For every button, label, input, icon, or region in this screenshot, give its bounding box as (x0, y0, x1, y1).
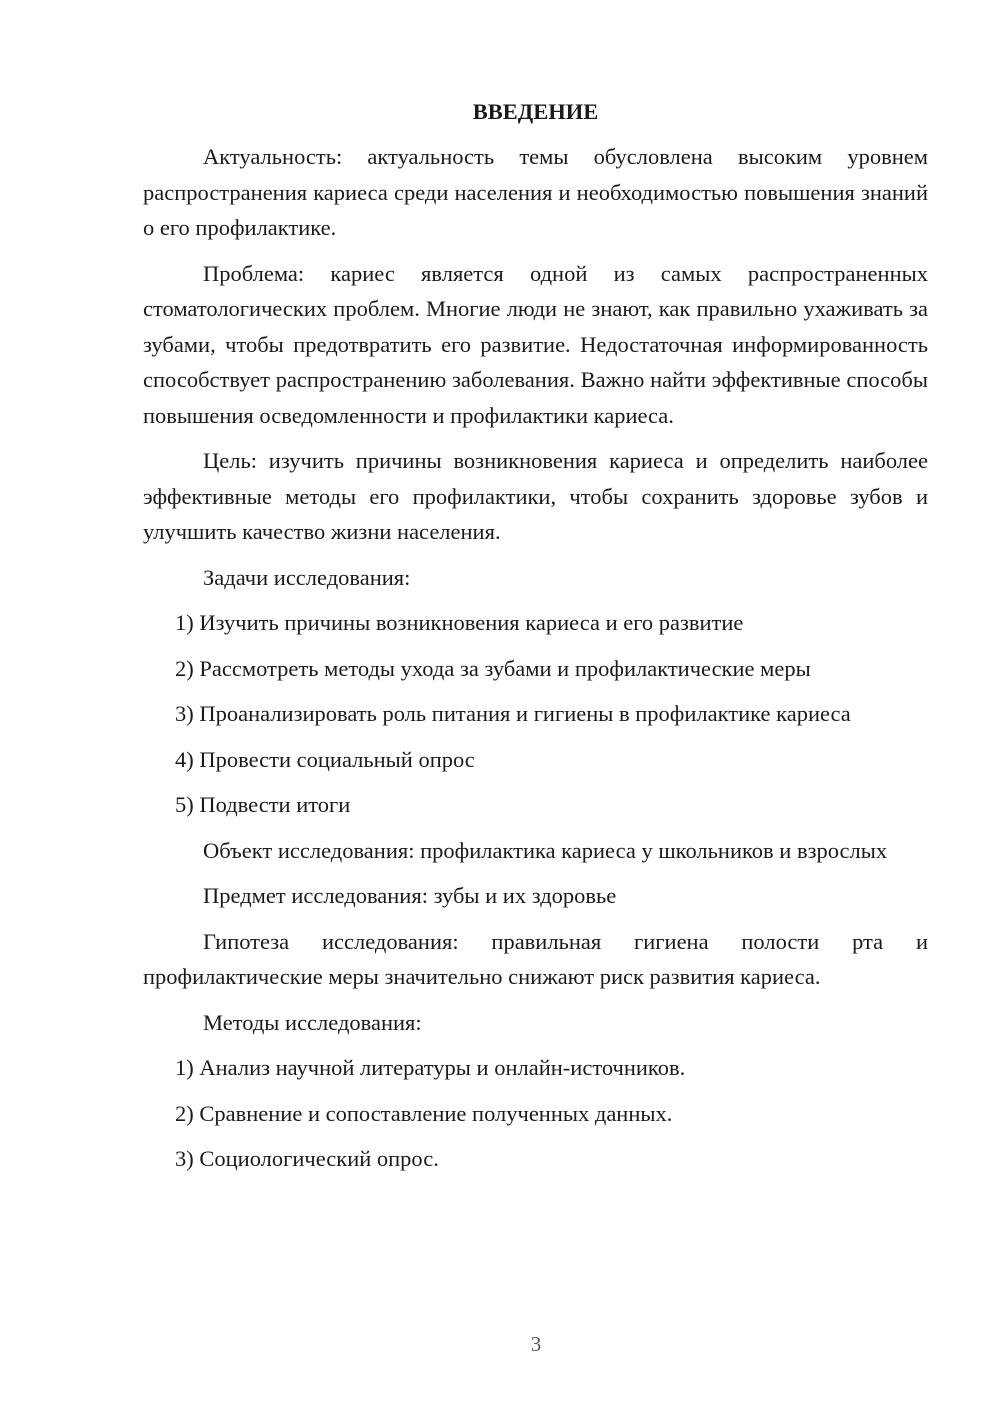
method-item-1: 1) Анализ научной литературы и онлайн-источников. (175, 1055, 686, 1080)
paragraph-problem: Проблема: кариес является одной из самых распространенных стоматологических проблем. Многие люди не знают, как правильно ухаживать за зубами, чтобы предотвратить его развитие. Недостаточная информированность способствует распространению заболевания. Важно найти эффективные способы повышения осведомленности и профилактики кариеса. (143, 260, 928, 428)
task-item-5: 5) Подвести итоги (175, 792, 351, 817)
paragraph-goal: Цель: изучить причины возникновения кариеса и определить наиболее эффективные методы его профилактики, чтобы сохранить здоровье зубов и улучшить качество жизни населения. (143, 448, 928, 544)
task-item-2: 2) Рассмотреть методы ухода за зубами и профилактические меры (175, 655, 811, 681)
task-item-3: 3) Проанализировать роль питания и гигиены в профилактике кариеса (175, 701, 851, 726)
methods-heading: Методы исследования: (203, 1009, 422, 1035)
paragraph-hypothesis: Гипотеза исследования: правильная гигиена полости рта и профилактические меры значительно снижают риск развития кариеса. (143, 928, 928, 989)
page-content (143, 94, 928, 1187)
task-item-1: 1) Изучить причины возникновения кариеса и его развитие (175, 610, 744, 635)
method-item-3: 3) Социологический опрос. (175, 1146, 439, 1171)
section-title: ВВЕДЕНИЕ (472, 99, 599, 124)
paragraph-relevance: Актуальность: актуальность темы обусловлена высоким уровнем распространения кариеса среди населения и необходимостью повышения знаний о его профилактике. (143, 144, 928, 240)
tasks-heading: Задачи исследования: (203, 564, 411, 590)
page-number: 3 (530, 1332, 542, 1356)
paragraph-object: Объект исследования: профилактика кариеса у школьников и взрослых (203, 837, 888, 863)
task-item-4: 4) Провести социальный опрос (175, 746, 475, 772)
method-item-2: 2) Сравнение и сопоставление полученных данных. (175, 1100, 673, 1126)
paragraph-subject: Предмет исследования: зубы и их здоровье (203, 883, 617, 908)
